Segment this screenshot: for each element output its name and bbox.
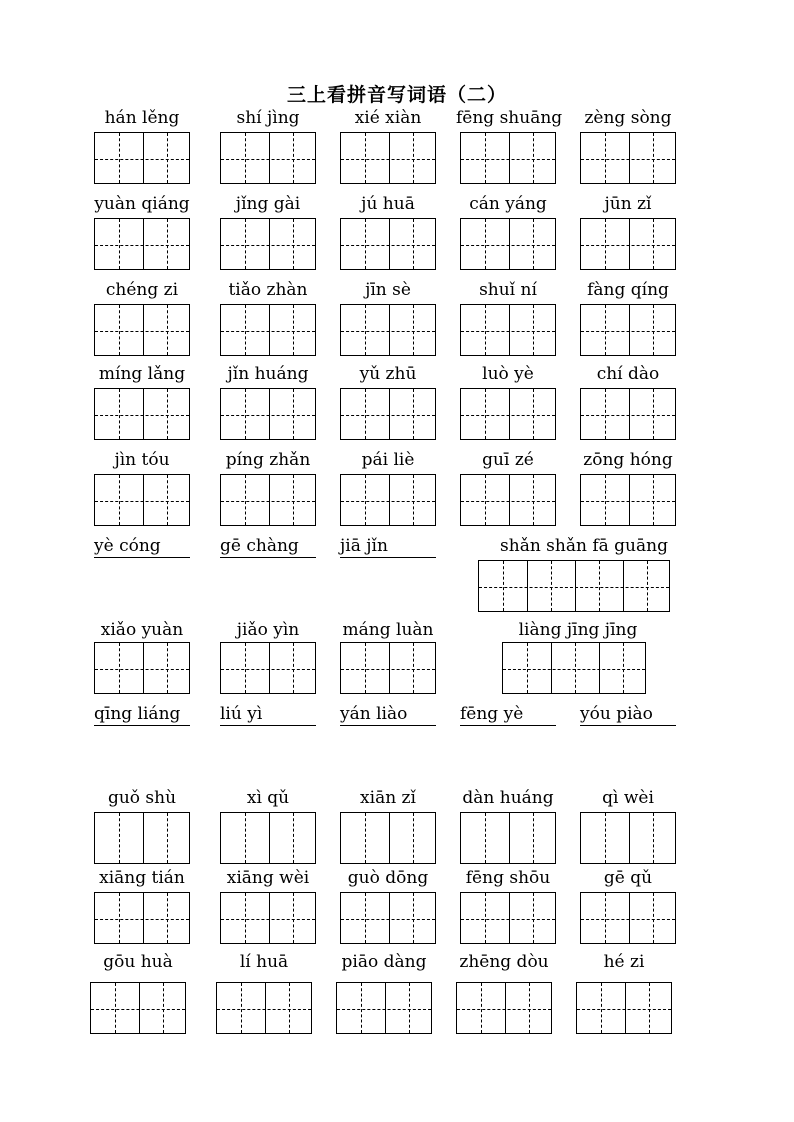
pinyin-label: liàng jīng jīng bbox=[518, 620, 638, 640]
writing-grid[interactable] bbox=[580, 388, 676, 440]
writing-grid[interactable] bbox=[94, 642, 190, 694]
writing-grid[interactable] bbox=[460, 812, 556, 864]
writing-grid[interactable] bbox=[90, 982, 186, 1034]
pinyin-label: hán lěng bbox=[104, 108, 180, 128]
answer-underline[interactable]: liú yì bbox=[220, 704, 316, 726]
pinyin-label: shǎn shǎn fā guāng bbox=[500, 536, 668, 556]
writing-grid[interactable] bbox=[456, 982, 552, 1034]
writing-grid[interactable] bbox=[460, 474, 556, 526]
writing-grid[interactable] bbox=[94, 388, 190, 440]
writing-grid[interactable] bbox=[340, 892, 436, 944]
writing-grid[interactable] bbox=[340, 304, 436, 356]
writing-grid[interactable] bbox=[216, 982, 312, 1034]
pinyin-label: jiǎo yìn bbox=[236, 620, 300, 640]
pinyin-label: fàng qíng bbox=[587, 280, 669, 300]
answer-underline[interactable]: yán liào bbox=[340, 704, 436, 726]
pinyin-label: jú huā bbox=[361, 194, 415, 214]
writing-grid[interactable] bbox=[94, 132, 190, 184]
pinyin-label: zōng hóng bbox=[583, 450, 673, 470]
writing-grid[interactable] bbox=[340, 388, 436, 440]
answer-underline[interactable]: jiā jǐn bbox=[340, 536, 436, 558]
pinyin-label: luò yè bbox=[482, 364, 534, 384]
writing-grid[interactable] bbox=[340, 132, 436, 184]
pinyin-label: zhēng dòu bbox=[459, 952, 549, 972]
pinyin-label: cán yáng bbox=[469, 194, 547, 214]
pinyin-label: hé zi bbox=[603, 952, 645, 972]
pinyin-label: dàn huáng bbox=[462, 788, 554, 808]
pinyin-label: gōu huà bbox=[103, 952, 173, 972]
pinyin-label: xiǎo yuàn bbox=[100, 620, 184, 640]
pinyin-label: píng zhǎn bbox=[225, 450, 311, 470]
pinyin-label: fēng shuāng bbox=[456, 108, 563, 128]
writing-grid[interactable] bbox=[460, 388, 556, 440]
writing-grid[interactable] bbox=[94, 892, 190, 944]
pinyin-label: xiāng tián bbox=[99, 868, 185, 888]
writing-grid[interactable] bbox=[94, 474, 190, 526]
writing-grid[interactable] bbox=[340, 474, 436, 526]
pinyin-label: zèng sòng bbox=[584, 108, 672, 128]
writing-grid[interactable] bbox=[460, 892, 556, 944]
writing-grid[interactable] bbox=[580, 132, 676, 184]
pinyin-label: chéng zi bbox=[105, 280, 179, 300]
writing-grid[interactable] bbox=[460, 218, 556, 270]
writing-grid[interactable] bbox=[502, 642, 646, 694]
answer-underline[interactable]: yè cóng bbox=[94, 536, 190, 558]
pinyin-label: shí jìng bbox=[236, 108, 300, 128]
pinyin-label: máng luàn bbox=[342, 620, 434, 640]
writing-grid[interactable] bbox=[580, 474, 676, 526]
page-title: 三上看拼音写词语（二） bbox=[286, 84, 507, 106]
pinyin-label: xì qǔ bbox=[246, 788, 290, 808]
writing-grid[interactable] bbox=[94, 218, 190, 270]
writing-grid[interactable] bbox=[220, 388, 316, 440]
writing-grid[interactable] bbox=[220, 218, 316, 270]
writing-grid[interactable] bbox=[460, 132, 556, 184]
writing-grid[interactable] bbox=[580, 892, 676, 944]
pinyin-label: shuǐ ní bbox=[479, 280, 537, 300]
writing-grid[interactable] bbox=[220, 304, 316, 356]
pinyin-label: guī zé bbox=[482, 450, 534, 470]
pinyin-label: pái liè bbox=[361, 450, 415, 470]
answer-underline[interactable]: fēng yè bbox=[460, 704, 556, 726]
writing-grid[interactable] bbox=[94, 812, 190, 864]
pinyin-label: yuàn qiáng bbox=[94, 194, 190, 214]
writing-grid[interactable] bbox=[580, 304, 676, 356]
pinyin-label: yǔ zhū bbox=[359, 364, 417, 384]
writing-grid[interactable] bbox=[340, 642, 436, 694]
pinyin-label: xié xiàn bbox=[354, 108, 422, 128]
answer-underline[interactable]: qīng liáng bbox=[94, 704, 190, 726]
writing-grid[interactable] bbox=[576, 982, 672, 1034]
writing-grid[interactable] bbox=[340, 812, 436, 864]
writing-grid[interactable] bbox=[94, 304, 190, 356]
pinyin-label: jīn sè bbox=[365, 280, 411, 300]
pinyin-label: qì wèi bbox=[602, 788, 654, 808]
answer-underline[interactable]: gē chàng bbox=[220, 536, 316, 558]
writing-grid[interactable] bbox=[220, 812, 316, 864]
pinyin-label: gē qǔ bbox=[603, 868, 653, 888]
writing-grid[interactable] bbox=[478, 560, 670, 612]
writing-grid[interactable] bbox=[220, 642, 316, 694]
writing-grid[interactable] bbox=[340, 218, 436, 270]
pinyin-label: guò dōng bbox=[347, 868, 429, 888]
writing-grid[interactable] bbox=[220, 892, 316, 944]
pinyin-label: míng lǎng bbox=[98, 364, 186, 384]
pinyin-label: jǐng gài bbox=[235, 194, 301, 214]
pinyin-label: xiān zǐ bbox=[360, 788, 416, 808]
answer-underline[interactable]: yóu piào bbox=[580, 704, 676, 726]
writing-grid[interactable] bbox=[220, 132, 316, 184]
pinyin-label: tiǎo zhàn bbox=[228, 280, 308, 300]
pinyin-label: chí dào bbox=[596, 364, 660, 384]
pinyin-label: jìn tóu bbox=[114, 450, 170, 470]
pinyin-label: lí huā bbox=[239, 952, 289, 972]
pinyin-label: jǐn huáng bbox=[227, 364, 309, 384]
pinyin-label: piāo dàng bbox=[341, 952, 427, 972]
writing-grid[interactable] bbox=[460, 304, 556, 356]
writing-grid[interactable] bbox=[336, 982, 432, 1034]
writing-grid[interactable] bbox=[220, 474, 316, 526]
pinyin-label: guǒ shù bbox=[107, 788, 177, 808]
writing-grid[interactable] bbox=[580, 812, 676, 864]
pinyin-label: fēng shōu bbox=[465, 868, 551, 888]
pinyin-label: xiāng wèi bbox=[226, 868, 310, 888]
writing-grid[interactable] bbox=[580, 218, 676, 270]
pinyin-label: jūn zǐ bbox=[604, 194, 652, 214]
